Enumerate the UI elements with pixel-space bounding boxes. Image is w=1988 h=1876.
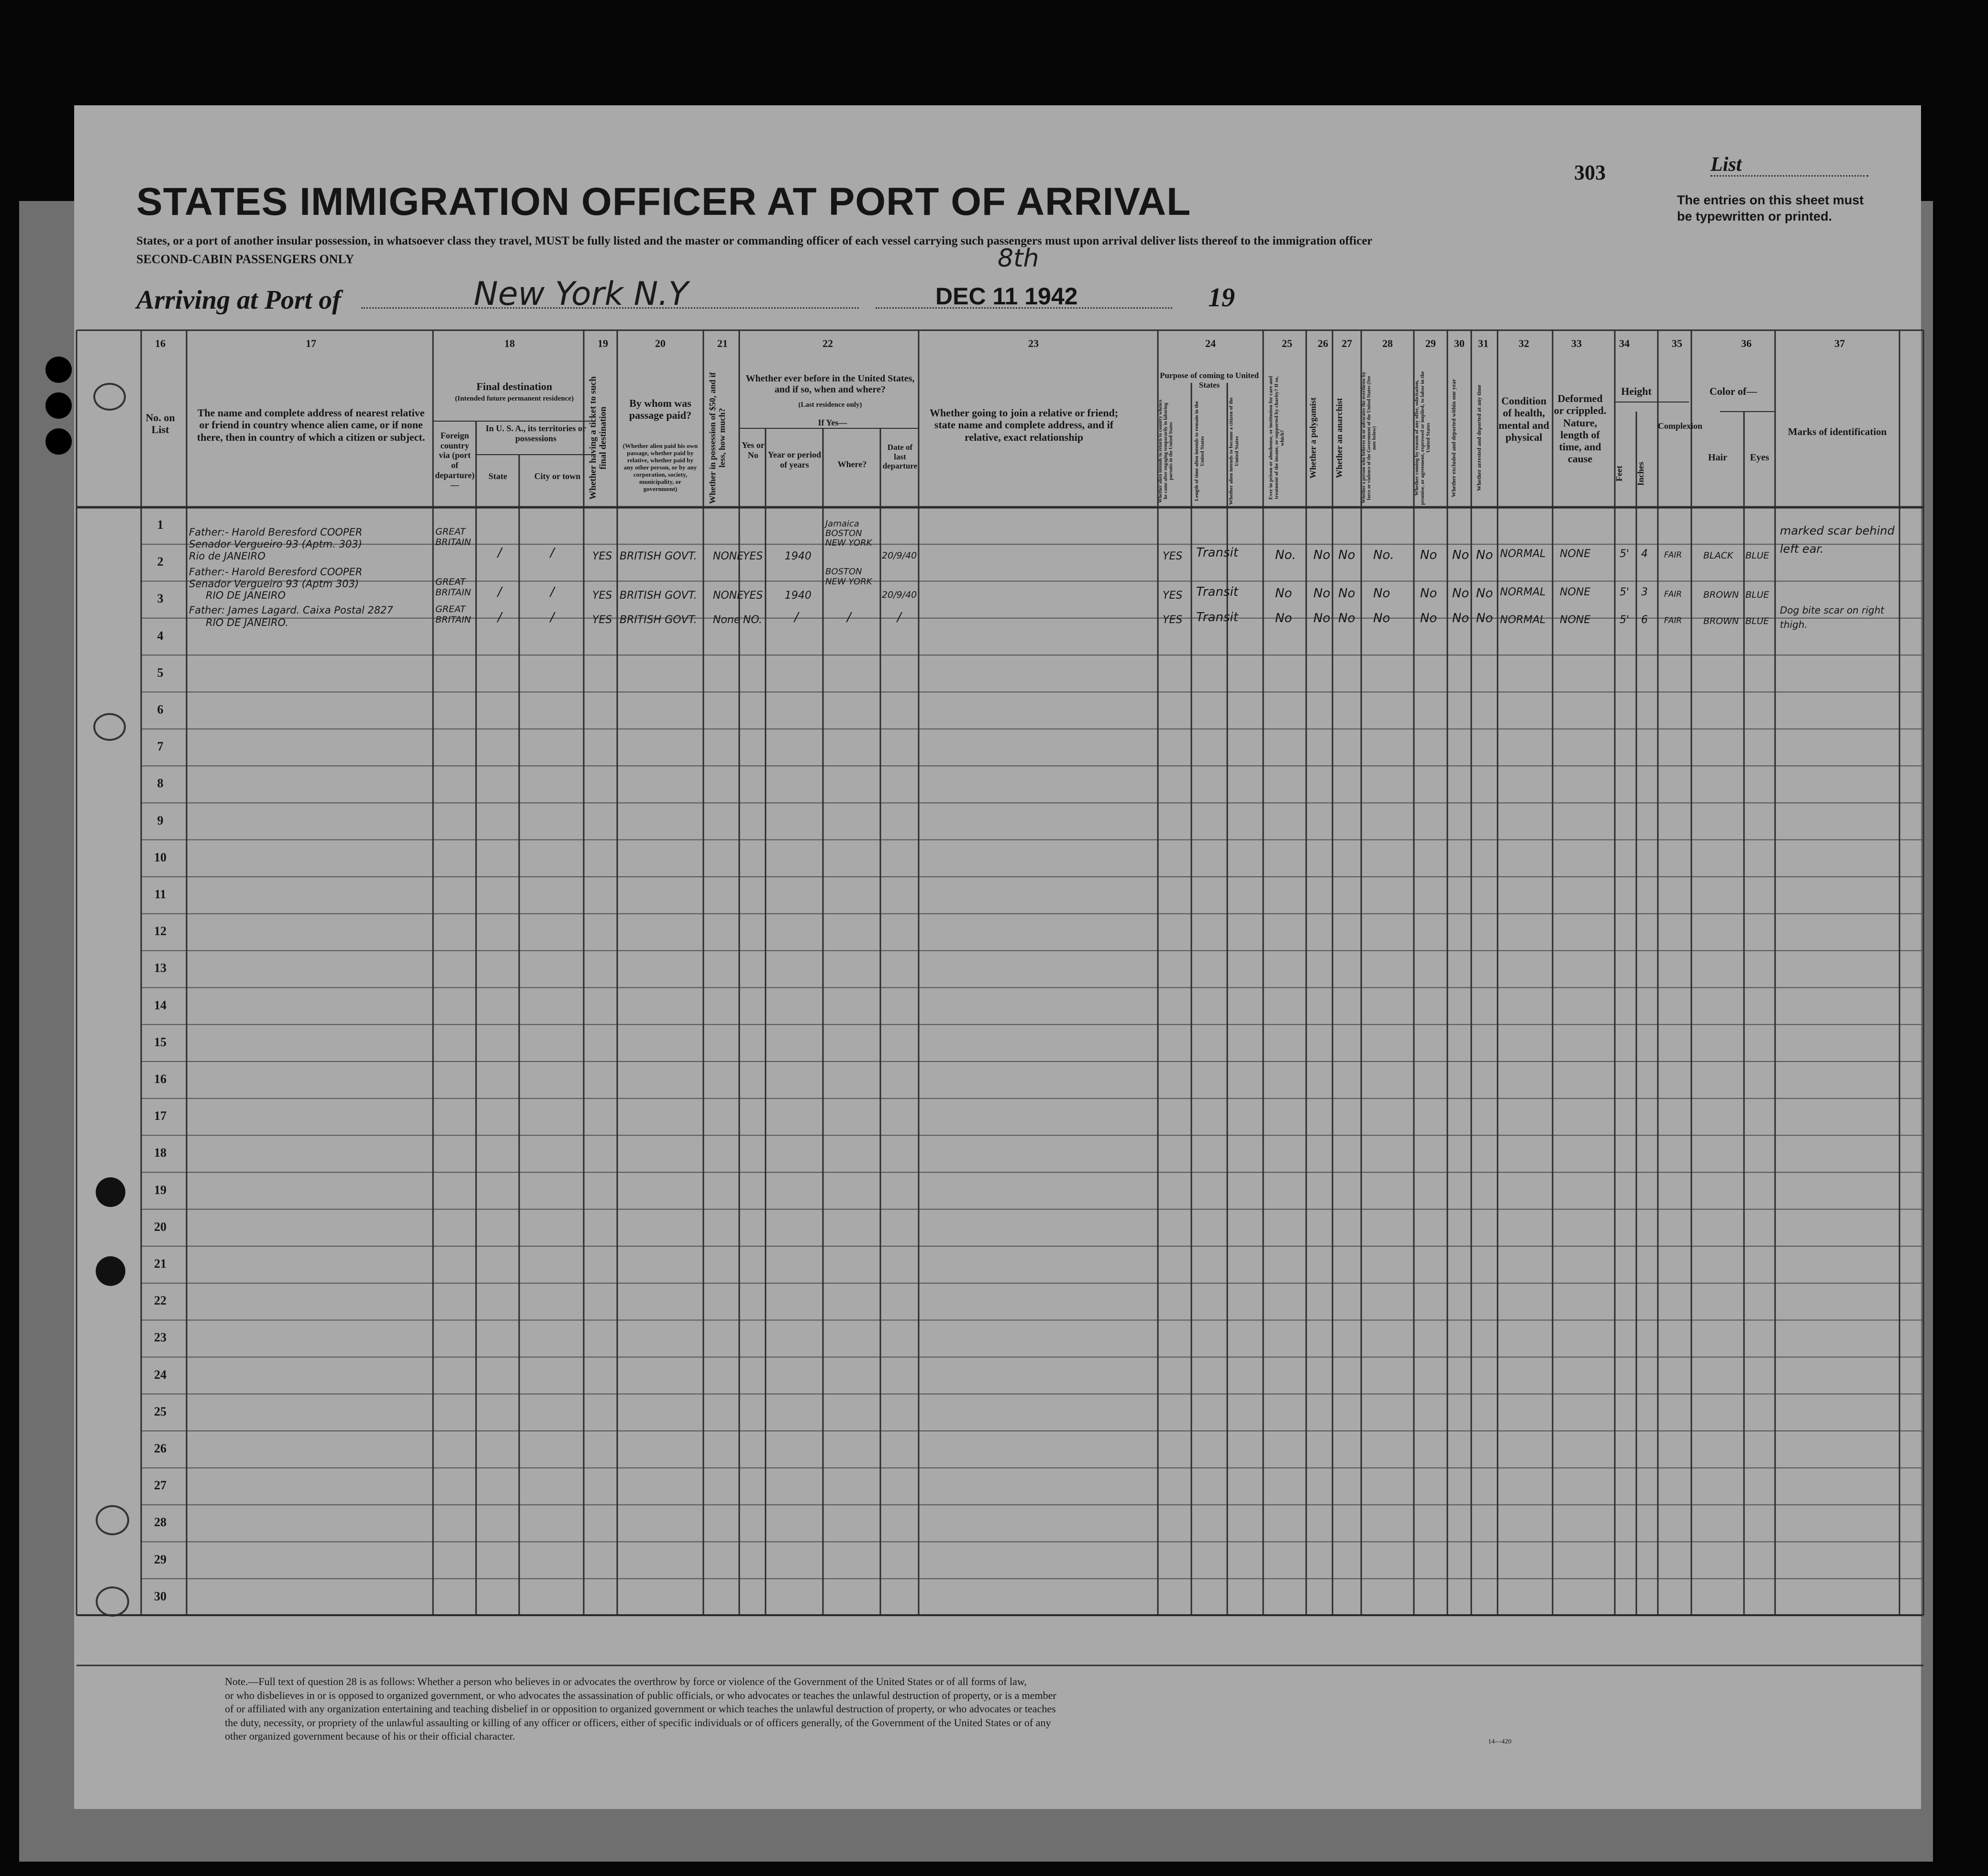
row-number: 26	[154, 1441, 167, 1455]
header-excluded-deported: Whether excluded and deported within one year	[1450, 379, 1457, 497]
header-ticket: Whether having a ticket to such final destination	[588, 376, 608, 500]
year-prefix: 19	[1208, 283, 1235, 313]
header-feet: Feet	[1614, 466, 1624, 482]
row-number: 30	[154, 1589, 167, 1603]
header-labor-offer: Whether coming by reason of any offer, solicitation, promise, or agreement, expressed or implied, to labor in the United States	[1414, 371, 1432, 505]
header-foreign-country: Foreign country via (port of departure)—	[435, 431, 475, 490]
header-anarchist: Whether an anarchist	[1334, 398, 1344, 478]
header-inches: Inches	[1636, 462, 1645, 486]
row3-state: /	[498, 610, 502, 625]
header-state: State	[489, 471, 507, 481]
form-title: STATES IMMIGRATION OFFICER AT PORT OF ARRIVAL	[136, 180, 1191, 223]
footer-note-line: of or affiliated with any organization entertaining and teaching disbelief in or opposition to organized government or which teaches the unlawful destruction of property, or who advocates or teaches	[225, 1703, 1056, 1715]
column-number: 25	[1282, 337, 1292, 349]
column-number: 16	[155, 337, 166, 349]
row-number: 24	[154, 1367, 167, 1382]
row3-eyes: BLUE	[1745, 616, 1769, 626]
row-number: 2	[157, 555, 164, 569]
column-number: 22	[822, 337, 833, 349]
header-city-town: City or town	[534, 471, 581, 481]
header-purpose-length: Length of time alien intends to remain in the United States	[1194, 401, 1206, 501]
row-number: 17	[154, 1109, 167, 1123]
header-health: Condition of health, mental and physical	[1499, 395, 1549, 443]
row2-purpose: YES	[1163, 590, 1183, 602]
row-number: 20	[154, 1219, 167, 1234]
row1-before-us: YES	[743, 550, 763, 562]
row2-money: NONE	[713, 590, 744, 602]
row1-foreign-country: GREAT BRITAIN	[435, 526, 471, 547]
column-number: 24	[1205, 337, 1216, 349]
row3-marks: Dog bite scar on right thigh.	[1780, 604, 1884, 630]
row1-state: /	[498, 546, 502, 560]
header-if-yes: If Yes—	[818, 418, 847, 427]
row1-c27: No	[1338, 548, 1355, 562]
header-purpose-return: Whether alien intends to return to country whence he came after engaging temporarily in laboring pursuits in the United States	[1158, 399, 1174, 503]
footer-note-line: other organized government because of his or their official character.	[225, 1730, 515, 1742]
row-number: 18	[154, 1146, 167, 1160]
header-marks-identification: Marks of identification	[1788, 426, 1887, 437]
row-number: 29	[154, 1552, 167, 1566]
row-number: 5	[157, 665, 164, 680]
column-number: 19	[598, 337, 608, 349]
row2-c29: No	[1420, 586, 1437, 601]
row3-c25: No	[1275, 611, 1292, 625]
row1-city: /	[550, 546, 555, 560]
header-hair: Hair	[1708, 452, 1727, 463]
entries-note-line: be typewritten or printed.	[1677, 209, 1833, 223]
row-number: 8	[157, 776, 164, 791]
column-number: 32	[1519, 337, 1529, 349]
row3-c27: No	[1338, 611, 1355, 625]
row2-c26: No	[1313, 586, 1331, 601]
row2-passage-paid: BRITISH GOVT.	[620, 590, 697, 602]
row1-money: NONE	[713, 550, 744, 562]
row1-health: NORMAL	[1500, 548, 1546, 560]
column-number: 28	[1382, 337, 1393, 349]
header-no-on-list: No. on List	[145, 412, 175, 436]
header-eyes: Eyes	[1750, 452, 1769, 463]
header-passage-paid-sub: (Whether alien paid his own passage, whether paid by relative, whether paid by any other person, or by any corporation, society, municipality, or government)	[622, 442, 698, 492]
row1-year: 1940	[785, 550, 811, 562]
row1-marks: marked scar behind left ear.	[1780, 524, 1895, 556]
column-number: 23	[1028, 337, 1039, 349]
row1-relative-line3: Rio de JANEIRO	[189, 550, 266, 562]
row1-c25: No.	[1275, 548, 1296, 562]
row2-c25: No	[1275, 586, 1292, 601]
column-number: 35	[1672, 337, 1682, 349]
row-number: 9	[157, 813, 164, 827]
column-number: 36	[1741, 337, 1752, 349]
cabin-class-label: SECOND-CABIN PASSENGERS ONLY	[136, 252, 355, 266]
row2-inches: 3	[1641, 586, 1648, 598]
row-number: 11	[154, 887, 167, 901]
row-number: 28	[154, 1515, 167, 1530]
row-number: 25	[154, 1404, 167, 1418]
header-relative-address: The name and complete address of nearest relative or friend in country whence alien came, or if none there, then in country of which a citizen or subject.	[197, 407, 425, 443]
header-in-usa: In U. S. A., its territories or possessions	[486, 424, 586, 443]
row3-c31: No	[1476, 611, 1493, 625]
row-number: 14	[154, 998, 167, 1012]
row2-eyes: BLUE	[1745, 590, 1769, 600]
row-number: 12	[154, 924, 167, 938]
row2-complexion: FAIR	[1664, 590, 1682, 599]
column-number: 17	[306, 337, 316, 349]
row1-c26: No	[1313, 548, 1331, 562]
row2-year: 1940	[785, 590, 811, 602]
port-handwritten: New York N.Y	[474, 275, 689, 313]
row1-deformed: NONE	[1560, 548, 1591, 560]
row3-year: /	[794, 610, 799, 625]
row1-c29: No	[1420, 548, 1437, 562]
row1-c30: No	[1452, 548, 1469, 562]
column-number: 30	[1454, 337, 1465, 349]
column-number: 29	[1425, 337, 1436, 349]
row2-length: Transit	[1196, 585, 1238, 599]
row-number: 1	[157, 518, 164, 532]
row2-state: /	[498, 585, 502, 599]
row-number: 10	[154, 850, 167, 864]
page-number: 303	[1574, 161, 1606, 184]
row-number: 7	[157, 739, 164, 754]
row2-c28: No	[1373, 586, 1390, 601]
form-code: 14—420	[1488, 1738, 1511, 1745]
date-correction: 8th	[998, 244, 1039, 273]
row1-where: Jamaica BOSTON NEW YORK	[825, 519, 872, 548]
row1-passage-paid: BRITISH GOVT.	[620, 550, 697, 562]
row1-eyes: BLUE	[1745, 550, 1769, 561]
row3-length: Transit	[1196, 610, 1238, 625]
header-passage-paid: By whom was passage paid?	[629, 397, 692, 422]
row2-health: NORMAL	[1500, 586, 1546, 598]
row-number: 16	[154, 1072, 167, 1086]
row-number: 22	[154, 1294, 167, 1308]
form-subtitle: States, or a port of another insular possession, in whatsoever class they travel, MUST be fully listed and the master or commanding officer of each vessel carrying such passengers must upon arrival deliver lists thereof to the immigration officer	[136, 234, 1373, 247]
header-last-residence: (Last residence only)	[798, 401, 862, 409]
row1-last-departure: 20/9/40	[882, 550, 917, 561]
row1-c31: No	[1476, 548, 1493, 562]
list-label-text: List	[1710, 154, 1742, 176]
row2-last-departure: 20/9/40	[882, 590, 917, 600]
row2-relative-line2: Senador Vergueiro 93 (Aptm 303)	[189, 578, 359, 590]
row2-ticket: YES	[592, 590, 612, 602]
row2-hair: BROWN	[1703, 590, 1739, 600]
row1-hair: BLACK	[1703, 550, 1733, 561]
row3-deformed: NONE	[1560, 614, 1591, 626]
row3-relative-line2: RIO DE JANEIRO.	[206, 617, 289, 628]
row2-deformed: NONE	[1560, 586, 1591, 598]
row2-foreign-country: GREAT BRITAIN	[435, 577, 471, 598]
column-number: 34	[1619, 337, 1630, 349]
header-deformed: Deformed or crippled. Nature, length of time, and cause	[1554, 392, 1607, 465]
row3-hair: BROWN	[1703, 616, 1739, 626]
footer-note-line: or who disbelieves in or is opposed to organized government, or who advocates the assassination of public officials, or who advocates or teaches the unlawful destruction of property, or is a member	[225, 1689, 1056, 1701]
row1-complexion: FAIR	[1664, 550, 1682, 560]
row3-city: /	[550, 610, 555, 625]
header-ever-before-us: Whether ever before in the United States, and if so, when and where?	[745, 373, 915, 395]
row3-purpose: YES	[1163, 614, 1183, 626]
header-join-relative: Whether going to join a relative or friend; state name and complete address, and if relative, exact relationship	[929, 407, 1119, 443]
row-number: 19	[154, 1183, 167, 1197]
row1-relative-line2: Senador Vergueiro 93 (Aptm. 303)	[189, 538, 362, 550]
row-number: 3	[157, 592, 164, 606]
header-yes-or-no: Yes or No	[742, 440, 765, 460]
arriving-label: Arriving at Port of	[136, 285, 341, 315]
header-purpose-citizen: Whether alien intends to become a citizen of the United States	[1228, 397, 1240, 505]
row2-feet: 5'	[1620, 586, 1630, 598]
column-number: 21	[717, 337, 728, 349]
row1-feet: 5'	[1620, 548, 1630, 560]
header-final-destination: Final destination	[476, 380, 553, 392]
header-last-departure: Date of last departure	[882, 443, 918, 471]
header-year-period: Year or period of years	[767, 450, 822, 469]
row3-feet: 5'	[1620, 614, 1630, 626]
row2-c27: No	[1338, 586, 1355, 601]
row3-inches: 6	[1641, 614, 1648, 626]
column-number: 26	[1318, 337, 1328, 349]
row3-c28: No	[1373, 611, 1390, 625]
row3-health: NORMAL	[1500, 614, 1546, 626]
row3-passage-paid: BRITISH GOVT.	[620, 614, 697, 626]
footer-note	[225, 1675, 1612, 1743]
header-height: Height	[1621, 385, 1652, 397]
row2-city: /	[550, 585, 555, 599]
header-prison-almshouse: Ever in prison or almshouse, or institution for care and treatment of the insane, or supported by charity? If so, which?	[1268, 376, 1286, 500]
column-number: 31	[1478, 337, 1488, 349]
row-number: 27	[154, 1478, 167, 1493]
column-number: 20	[655, 337, 666, 349]
row3-c29: No	[1420, 611, 1437, 625]
row-number: 15	[154, 1035, 167, 1049]
row3-complexion: FAIR	[1664, 616, 1682, 625]
row2-c30: No	[1452, 586, 1469, 601]
date-stamp: DEC 11 1942	[935, 283, 1078, 310]
row-number: 4	[157, 628, 164, 643]
row-number: 23	[154, 1330, 167, 1345]
header-complexion: Complexion	[1658, 421, 1703, 431]
row2-relative-line3: RIO DE JANEIRO	[206, 590, 286, 601]
header-color-of: Color of—	[1709, 385, 1757, 397]
header-arrested-deported: Whether arrested and deported at any time	[1476, 384, 1482, 491]
footer-note-line: Note.—Full text of question 28 is as follows: Whether a person who believes in or advocates the overthrow by force or violence of the Government of the United States or of all forms of law,	[225, 1675, 1027, 1687]
row1-inches: 4	[1641, 548, 1648, 560]
row3-relative-line1: Father: James Lagard. Caixa Postal 2827	[189, 604, 393, 616]
header-purpose: Purpose of coming to United States	[1160, 371, 1259, 390]
row1-purpose: YES	[1163, 550, 1183, 562]
footer-note-line: the duty, necessity, or propriety of the unlawful assaulting or killing of any officer or officers, either of specific individuals or of officers generally, of the Government of the United States or of any	[225, 1716, 1051, 1729]
row3-c30: No	[1452, 611, 1469, 625]
row3-money: None	[713, 614, 741, 626]
row2-where: BOSTON NEW YORK	[825, 567, 872, 587]
column-number: 33	[1571, 337, 1582, 349]
row3-c26: No	[1313, 611, 1331, 625]
column-number: 18	[504, 337, 515, 349]
row-number: 6	[157, 703, 164, 716]
row3-where: /	[847, 610, 851, 625]
row2-before-us: YES	[743, 590, 763, 602]
row3-before-us: NO.	[743, 614, 762, 626]
column-number: 37	[1834, 337, 1845, 349]
row1-ticket: YES	[592, 550, 612, 562]
header-overthrow: Whether a person who believes in or advocates the overthrow by force or violence of the Government of the United States (See note below)	[1361, 372, 1377, 504]
row-number: 21	[154, 1257, 167, 1271]
header-final-destination-sub: (Intended future permanent residence)	[455, 395, 574, 402]
entries-note-line: The entries on this sheet must	[1677, 193, 1864, 207]
row1-c28: No.	[1373, 548, 1394, 562]
row2-c31: No	[1476, 586, 1493, 601]
header-where: Where?	[837, 459, 867, 469]
row3-foreign-country: GREAT BRITAIN	[435, 604, 471, 625]
column-number: 27	[1342, 337, 1352, 349]
row1-length: Transit	[1196, 546, 1238, 560]
row3-ticket: YES	[592, 614, 612, 626]
row2-relative-line1: Father:- Harold Beresford COOPER	[189, 566, 363, 578]
row3-last-departure: /	[897, 610, 901, 625]
header-fifty-dollars: Whether in possession of $50, and if less, how much?	[708, 372, 727, 504]
header-polygamist: Whether a polygamist	[1308, 397, 1318, 479]
row-number: 13	[154, 961, 167, 975]
row1-relative-line1: Father:- Harold Beresford COOPER	[189, 526, 363, 538]
